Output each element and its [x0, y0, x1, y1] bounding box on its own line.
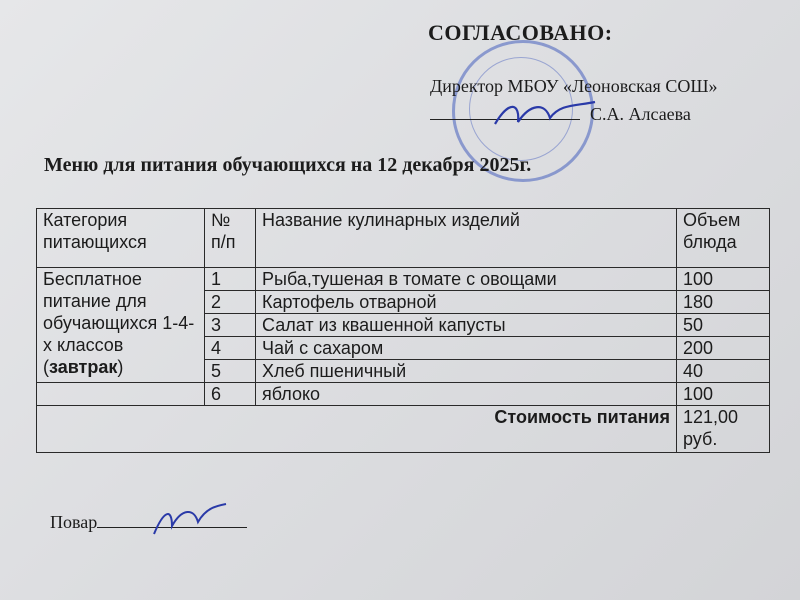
dish-name: Рыба,тушеная в томате с овощами [256, 268, 677, 291]
table-row [37, 268, 770, 291]
cook-label: Повар [50, 512, 98, 532]
bleed-through-text [40, 4, 45, 25]
empty-category-cell [37, 383, 205, 406]
cost-label: Стоимость питания [37, 406, 677, 453]
row-number: 6 [205, 383, 256, 406]
row-number: 4 [205, 337, 256, 360]
dish-name: Салат из квашенной капусты [256, 314, 677, 337]
header-number: № п/п [205, 209, 256, 268]
menu-table [36, 208, 770, 453]
row-number: 2 [205, 291, 256, 314]
director-signature [490, 94, 600, 134]
dish-volume: 100 [677, 383, 770, 406]
meal-type: завтрак [49, 357, 118, 377]
dish-name: яблоко [256, 383, 677, 406]
row-number: 5 [205, 360, 256, 383]
dish-volume: 100 [677, 268, 770, 291]
dish-volume: 40 [677, 360, 770, 383]
header-category: Категория питающихся [37, 209, 205, 268]
row-number: 3 [205, 314, 256, 337]
menu-title: Меню для питания обучающихся на 12 декабря 2025г. [44, 154, 532, 176]
table-header-row [37, 209, 770, 268]
row-number: 1 [205, 268, 256, 291]
cook-signature [150, 500, 230, 540]
approval-name: С.А. Алсаева [590, 104, 691, 124]
cost-row [37, 406, 770, 453]
header-volume: Объем блюда [677, 209, 770, 268]
cost-value: 121,00 руб. [677, 406, 770, 453]
dish-name: Чай с сахаром [256, 337, 677, 360]
header-name: Название кулинарных изделий [256, 209, 677, 268]
dish-volume: 180 [677, 291, 770, 314]
dish-name: Картофель отварной [256, 291, 677, 314]
approval-position: Директор МБОУ «Леоновская СОШ» [430, 76, 718, 96]
dish-volume: 50 [677, 314, 770, 337]
table-row [37, 383, 770, 406]
category-text: Бесплатное питание для обучающихся 1-4-х классов [43, 269, 195, 355]
approval-title: СОГЛАСОВАНО: [428, 20, 613, 45]
category-cell: Бесплатное питание для обучающихся 1-4-х классов (завтрак) [37, 268, 205, 383]
dish-volume: 200 [677, 337, 770, 360]
dish-name: Хлеб пшеничный [256, 360, 677, 383]
